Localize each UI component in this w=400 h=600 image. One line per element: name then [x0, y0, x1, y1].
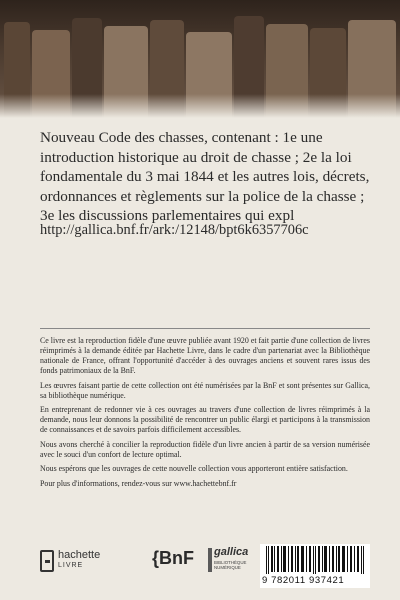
publisher-footer [40, 544, 370, 584]
gallica-wordmark: gallica [214, 546, 249, 558]
isbn-barcode [260, 544, 370, 588]
barcode-bars [264, 546, 366, 574]
divider [40, 328, 370, 329]
blurb-paragraph: Les œuvres faisant partie de cette collection ont été numérisées par la BnF et sont présentes sur Gallica, sa bibliothèque numérique. [40, 380, 370, 400]
gallica-logo [208, 546, 248, 578]
gallica-subtitle: BIBLIOTHÈQUE NUMÉRIQUE [214, 560, 247, 570]
blurb-paragraph: Pour plus d'informations, rendez-vous sur www.hachettebnf.fr [40, 478, 237, 488]
book-title: Nouveau Code des chasses, contenant : 1e une introduction historique au droit de chasse ; 2e la loi fondamentale du 3 mai 1844 et les autres lois, décrets, ordonnances et règlements sur la police de la chasse ; 3e les discussions parlementaires qui expl [40, 129, 370, 224]
blurb-paragraph: En entreprenant de redonner vie à ces ouvrages au travers d'une collection de livres réimprimés à la demande, nous leur donnons la possibilité de rencontrer un public élargi et participons à la transmission de connaissances et de savoirs parfois difficilement accessibles. [40, 405, 370, 434]
blurb-paragraph: Nous espérons que les ouvrages de cette nouvelle collection vous apporteront entière satisfaction. [40, 464, 348, 473]
back-cover-blurb [40, 336, 370, 493]
blurb-paragraph: Ce livre est la reproduction fidèle d'une œuvre publiée avant 1920 et fait partie d'une collection de livres réimprimés à la demande éditée par Hachette Livre, dans le cadre d'un partenariat avec la Bibliothèque nationale de France, offrant l'opportunité d'accéder à des ouvrages anciens et souvent rares issus des fonds patrimoniaux de la BnF. [40, 336, 370, 375]
gallica-url: http://gallica.bnf.fr/ark:/12148/bpt6k6357706c [40, 222, 309, 238]
blurb-paragraph: Nous avons cherché à concilier la reproduction fidèle d'un livre ancien à partir de sa version numérisée avec le souci d'un confort de lecture optimal. [40, 439, 370, 459]
isbn-digits: 9 782011 937421 [262, 575, 345, 586]
hachette-subtitle: LIVRE [58, 562, 84, 569]
bookshelf-photo [0, 0, 400, 118]
bnf-logo: {BnF [152, 548, 194, 568]
shelf-fade [0, 94, 400, 118]
hachette-wordmark: hachette [58, 549, 101, 561]
gallica-bar-icon [208, 548, 212, 572]
hachette-logo [40, 550, 120, 578]
hachette-h-icon [40, 550, 54, 572]
